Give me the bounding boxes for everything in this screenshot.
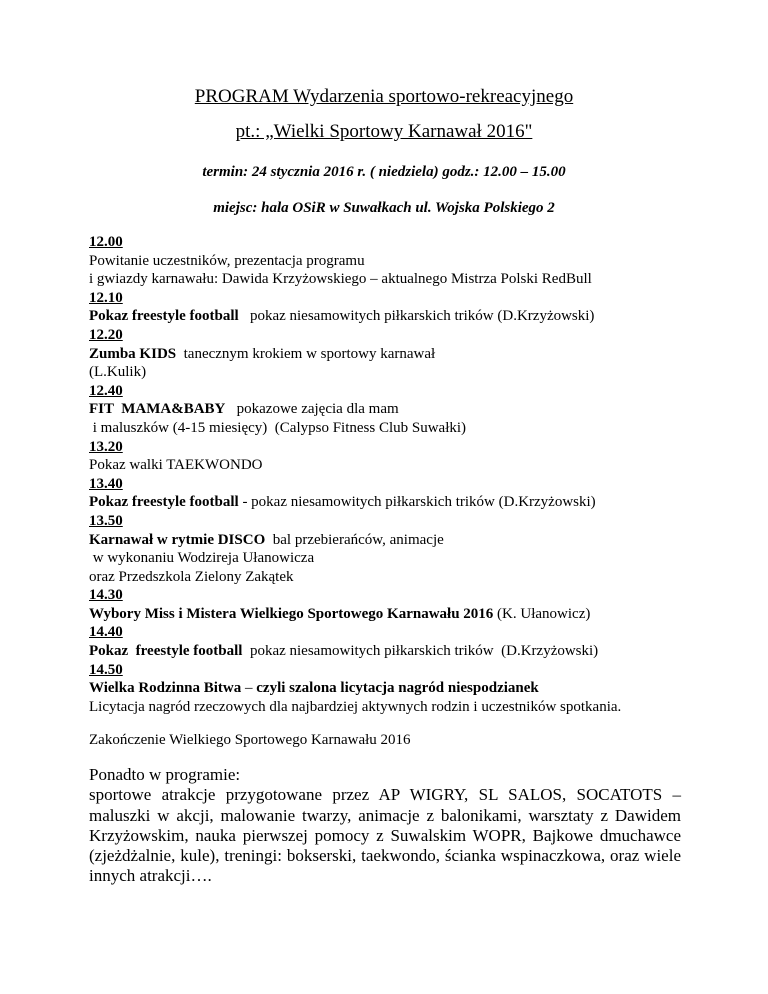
item-title: Wielka Rodzinna Bitwa [89, 680, 242, 697]
event-date: termin: 24 stycznia 2016 r. ( niedziela) godz.: 12.00 – 15.00 [202, 164, 566, 180]
item-time: 13.20 [89, 438, 123, 455]
event-place: miejsc: hala OSiR w Suwałkach ul. Wojska Polskiego 2 [213, 200, 555, 216]
event-name: pt.: „Wielki Sportowy Karnawał 2016" [235, 121, 533, 142]
item-text: Licytacja nagród rzeczowych dla najbardziej aktywnych rodzin i uczestników spotkania. [89, 698, 622, 715]
item-desc: pokazowe zajęcia dla mam [225, 401, 399, 418]
program-item-1440 [89, 623, 689, 660]
item-time: 12.00 [89, 234, 123, 250]
item-title: FIT MAMA&BABY [89, 401, 226, 418]
extra-text: sportowe atrakcje przygotowane przez AP WIGRY, SL SALOS, SOCATOTS – maluszki w akcji, malowanie twarzy, animacje z balonikami, warsztaty z Dawidem Krzyżowskim, nauka pierwszej pomocy z Suwalskim WOPR, Bajkowe dmuchawce (zjeżdżalnie, kule), treningi: bokserski, taekwondo, ścianka wspinaczkowa, oraz wiele innych atrakcji…. [89, 785, 681, 886]
extra-section [89, 765, 681, 887]
program-item-1430 [89, 586, 689, 623]
extra-title: Ponadto w programie: [89, 765, 241, 784]
item-time: 14.30 [89, 587, 123, 604]
item-subtitle: czyli szalona licytacja nagród niespodzianek [256, 680, 539, 697]
program-item-1320 [89, 438, 689, 475]
item-title: Pokaz freestyle football [89, 494, 239, 511]
item-title: Pokaz freestyle football [89, 308, 239, 325]
item-desc: pokaz niesamowitych piłkarskich trików (D.Krzyżowski) [238, 308, 595, 325]
item-text: (L.Kulik) [89, 364, 147, 381]
item-dash: – [241, 680, 257, 697]
item-title: Zumba KIDS [89, 345, 177, 362]
item-time: 13.40 [89, 475, 123, 492]
item-desc: tanecznym krokiem w sportowy karnawał [176, 345, 436, 362]
program-item-1210 [89, 289, 689, 326]
item-time: 12.40 [89, 382, 123, 399]
item-desc: - pokaz niesamowitych piłkarskich trików (D.Krzyżowski) [238, 494, 596, 511]
program-item-1220 [89, 326, 689, 382]
item-time: 14.40 [89, 624, 123, 641]
item-time: 14.50 [89, 661, 123, 678]
item-desc: (K. Ułanowicz) [493, 605, 591, 622]
item-text: Pokaz walki TAEKWONDO [89, 457, 263, 474]
program-item-1450 [89, 661, 689, 717]
program-list [89, 233, 689, 716]
item-text: oraz Przedszkola Zielony Zakątek [89, 568, 294, 585]
program-item-1200 [89, 233, 689, 289]
item-text: i maluszków (4-15 miesięcy) (Calypso Fitness Club Suwałki) [89, 419, 467, 436]
item-time: 12.10 [89, 289, 123, 306]
program-item-1240 [89, 382, 689, 438]
item-title: Karnawał w rytmie DISCO [89, 531, 266, 548]
document-title: PROGRAM Wydarzenia sportowo-rekreacyjnego [194, 86, 574, 107]
program-item-1350 [89, 512, 689, 586]
item-text: Powitanie uczestników, prezentacja programu [89, 252, 365, 269]
item-desc: pokaz niesamowitych piłkarskich trików (D.Krzyżowski) [242, 643, 599, 660]
closing-text: Zakończenie Wielkiego Sportowego Karnawału 2016 [89, 732, 411, 748]
item-title: Pokaz freestyle football [89, 643, 243, 660]
item-desc: bal przebierańców, animacje [265, 531, 444, 548]
item-text: i gwiazdy karnawału: Dawida Krzyżowskiego – aktualnego Mistrza Polski RedBull [89, 271, 592, 288]
item-title: Wybory Miss i Mistera Wielkiego Sportowego Karnawału 2016 [89, 605, 494, 622]
item-text: w wykonaniu Wodzireja Ułanowicza [89, 550, 315, 567]
item-time: 13.50 [89, 512, 123, 529]
item-time: 12.20 [89, 326, 123, 343]
program-item-1340 [89, 475, 689, 512]
